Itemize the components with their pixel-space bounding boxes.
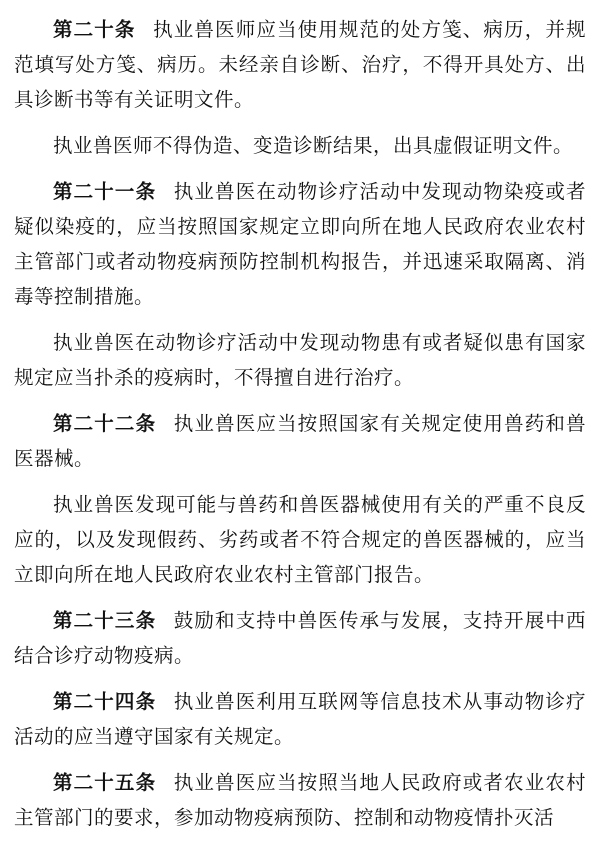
paragraph-article-22 (14, 406, 586, 476)
paragraph-article-21 (14, 174, 586, 314)
paragraph-text: 执业兽医利用互联网等信息技术从事动物诊疗活动的应当遵守国家有关规定。 (14, 690, 586, 748)
paragraph-article-20-cont (14, 128, 586, 163)
article-heading: 第二十五条 (53, 771, 157, 794)
paragraph-text: 执业兽医发现可能与兽药和兽医器械使用有关的严重不良反应的，以及发现假药、劣药或者不符合规定的兽医器械的，应当立即向所在地人民政府农业农村主管部门报告。 (14, 493, 586, 586)
paragraph-text: 鼓励和支持中兽医传承与发展，支持开展中西结合诊疗动物疫病。 (14, 609, 586, 667)
article-heading: 第二十四条 (53, 690, 157, 713)
paragraph-text: 执业兽医在动物诊疗活动中发现动物染疫或者疑似染疫的，应当按照国家规定立即向所在地人民政府农业农村主管部门或者动物疫病预防控制机构报告，并迅速采取隔离、消毒等控制措施。 (14, 180, 586, 308)
paragraph-article-21-cont (14, 325, 586, 395)
paragraph-text: 执业兽医应当按照当地人民政府或者农业农村主管部门的要求，参加动物疫病预防、控制和动物疫情扑灭活 (14, 771, 586, 829)
paragraph-article-23 (14, 603, 586, 673)
article-heading: 第二十一条 (53, 180, 157, 203)
paragraph-article-22-cont (14, 487, 586, 592)
article-heading: 第二十条 (53, 18, 136, 41)
paragraph-article-20 (14, 12, 586, 117)
article-heading: 第二十三条 (53, 609, 157, 632)
paragraph-article-25 (14, 765, 586, 835)
paragraph-text: 执业兽医应当按照国家有关规定使用兽药和兽医器械。 (14, 412, 586, 470)
paragraph-text: 执业兽医在动物诊疗活动中发现动物患有或者疑似患有国家规定应当扑杀的疫病时，不得擅自进行治疗。 (14, 331, 586, 389)
article-heading: 第二十二条 (53, 412, 157, 435)
paragraph-text: 执业兽医师不得伪造、变造诊断结果，出具虚假证明文件。 (53, 134, 574, 157)
paragraph-article-24 (14, 684, 586, 754)
paragraph-text: 执业兽医师应当使用规范的处方笺、病历，并规范填写处方笺、病历。未经亲自诊断、治疗，不得开具处方、出具诊断书等有关证明文件。 (14, 18, 586, 111)
